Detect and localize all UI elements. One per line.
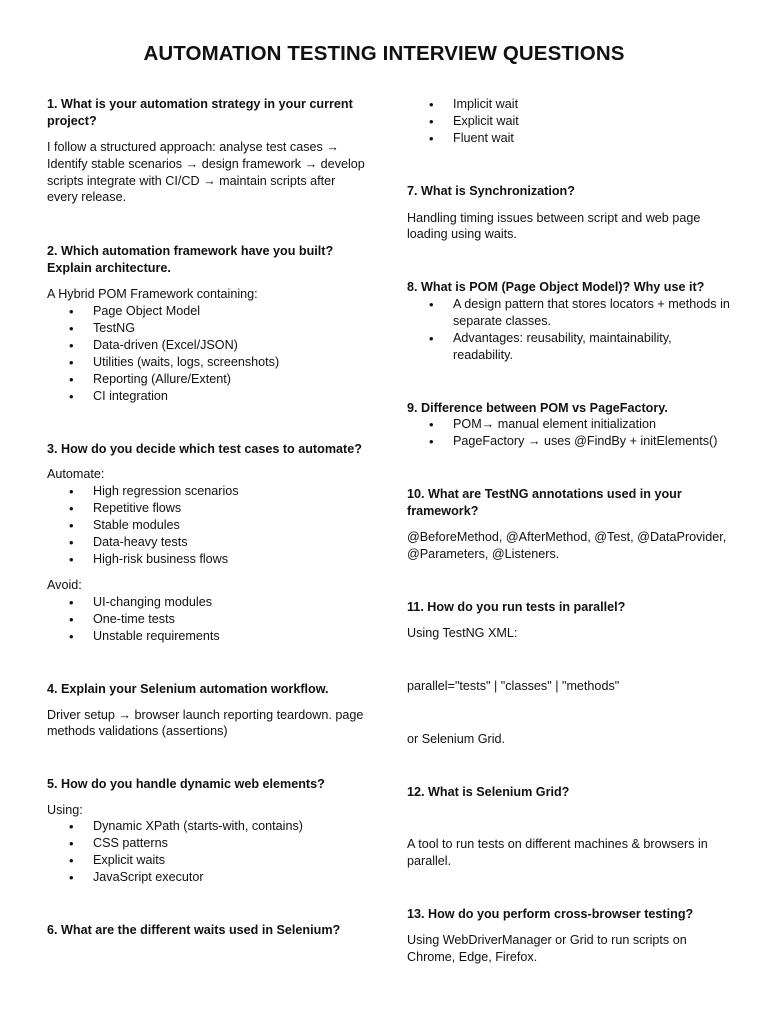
list-item: • POM→ manual element initialization xyxy=(407,416,732,433)
question-13: 13. How do you perform cross-browser testing? xyxy=(407,906,694,921)
question-3: 3. How do you decide which test cases to automate? xyxy=(47,441,362,456)
answer-1: I follow a structured approach: analyse test cases → Identify stable scenarios → design framework → develop scripts integrate with CI/CD → maintain scripts after every release. xyxy=(47,140,365,205)
list-item: • High-risk business flows xyxy=(47,551,365,568)
list-item: • Page Object Model xyxy=(47,303,365,320)
answer-3-automate-label: Automate: xyxy=(47,467,105,482)
answer-3-avoid-list xyxy=(47,594,365,645)
list-item: • High regression scenarios xyxy=(47,483,365,500)
answer-2-list xyxy=(47,303,365,405)
answer-3-automate-list xyxy=(47,483,365,568)
answer-13: Using WebDriverManager or Grid to run scripts on Chrome, Edge, Firefox. xyxy=(407,933,687,964)
list-item: • JavaScript executor xyxy=(47,869,365,886)
list-item: • TestNG xyxy=(47,320,365,337)
answer-3-avoid-label: Avoid: xyxy=(47,578,82,593)
list-item: • Reporting (Allure/Extent) xyxy=(47,371,365,388)
list-item: • PageFactory → uses @FindBy + initElements() xyxy=(407,433,732,450)
question-8: 8. What is POM (Page Object Model)? Why use it? xyxy=(407,280,705,295)
page-title: AUTOMATION TESTING INTERVIEW QUESTIONS xyxy=(143,42,625,65)
list-item: • UI-changing modules xyxy=(47,594,365,611)
left-column xyxy=(47,96,365,939)
answer-7: Handling timing issues between script and web page loading using waits. xyxy=(407,210,701,242)
question-5: 5. How do you handle dynamic web elements? xyxy=(47,777,325,792)
question-2: 2. Which automation framework have you built? Explain architecture. xyxy=(47,244,334,275)
question-9: 9. Difference between POM vs PageFactory. xyxy=(407,400,668,415)
answer-12: A tool to run tests on different machines & browsers in parallel. xyxy=(407,837,708,868)
list-item: • Dynamic XPath (starts-with, contains) xyxy=(47,818,365,835)
answer-11-intro: Using TestNG XML: xyxy=(407,626,518,641)
answer-2-intro: A Hybrid POM Framework containing: xyxy=(47,287,258,302)
answer-4: Driver setup → browser launch reporting teardown. page methods validations (assertions) xyxy=(47,707,364,739)
list-item: • Repetitive flows xyxy=(47,500,365,517)
list-item: • Data-heavy tests xyxy=(47,534,365,551)
list-item: • CSS patterns xyxy=(47,835,365,852)
list-item: • Data-driven (Excel/JSON) xyxy=(47,337,365,354)
list-item: • One-time tests xyxy=(47,611,365,628)
question-7: 7. What is Synchronization? xyxy=(407,184,575,198)
right-column xyxy=(407,96,732,966)
list-item: • CI integration xyxy=(47,388,365,405)
question-12: 12. What is Selenium Grid? xyxy=(407,784,570,799)
list-item: • Stable modules xyxy=(47,517,365,534)
question-6: 6. What are the different waits used in Selenium? xyxy=(47,923,341,938)
question-10: 10. What are TestNG annotations used in your framework? xyxy=(407,487,682,518)
list-item: • A design pattern that stores locators + methods in separate classes. xyxy=(407,296,732,330)
answer-11-grid: or Selenium Grid. xyxy=(407,731,505,746)
list-item: • Implicit wait xyxy=(407,96,732,113)
list-item: • Explicit waits xyxy=(47,852,365,869)
answer-11-parallel-attribute: parallel="tests" | "classes" | "methods" xyxy=(407,678,620,693)
answer-5-intro: Using: xyxy=(47,802,83,817)
question-4: 4. Explain your Selenium automation workflow. xyxy=(47,682,329,697)
list-item: • Fluent wait xyxy=(407,130,732,147)
list-item: • Unstable requirements xyxy=(47,628,365,645)
answer-10: @BeforeMethod, @AfterMethod, @Test, @DataProvider, @Parameters, @Listeners. xyxy=(407,530,727,561)
answer-9-list xyxy=(407,416,732,450)
question-11: 11. How do you run tests in parallel? xyxy=(407,599,626,614)
answer-6-list xyxy=(407,96,732,147)
answer-5-list xyxy=(47,818,365,886)
list-item: • Utilities (waits, logs, screenshots) xyxy=(47,354,365,371)
answer-8-list xyxy=(407,296,732,364)
question-1: 1. What is your automation strategy in your current project? xyxy=(47,97,353,128)
list-item: • Explicit wait xyxy=(407,113,732,130)
list-item: • Advantages: reusability, maintainability, readability. xyxy=(407,330,732,364)
